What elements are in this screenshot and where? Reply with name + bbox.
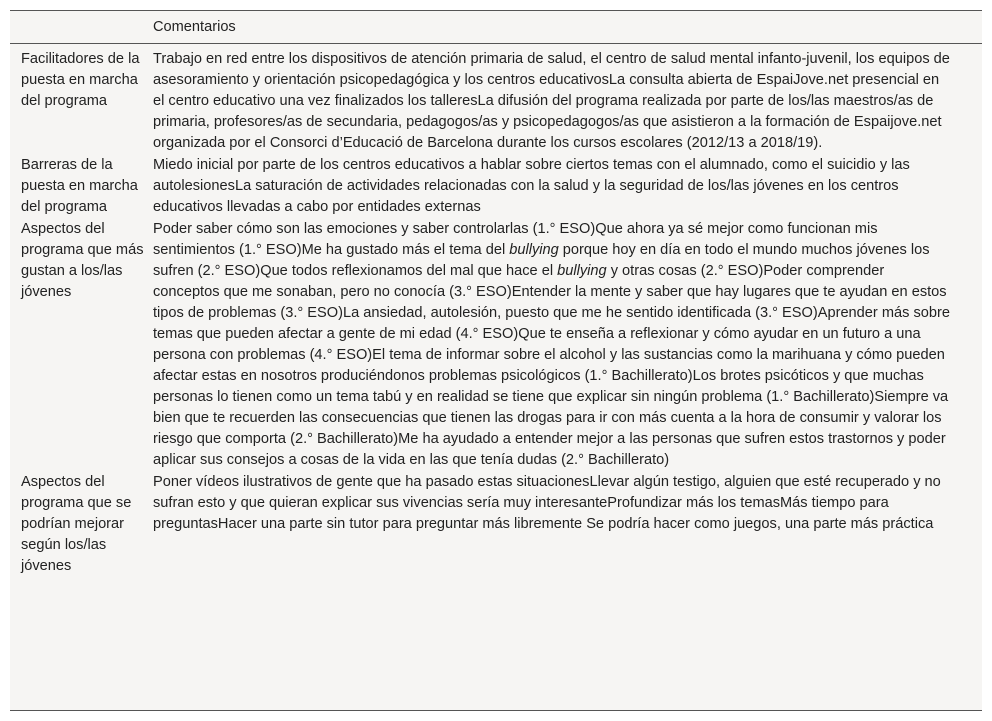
comment-italic-term: bullying	[557, 263, 607, 279]
row-comment-aspectos-mejorar: Poner vídeos ilustrativos de gente que ha pasado estas situacionesLlevar algún testigo, alguien que esté recuperado y no sufran esto y que quieran explicar sus vivencias sería muy interesanteProfundizar más los temasMás tiempo para preguntasHacer una parte sin tutor para preguntar más libremente Se podría hacer como juegos, una parte más práctica	[153, 474, 941, 532]
row-label-aspectos-mejorar: Aspectos del programa que se podrían mejorar según los/las jóvenes	[21, 474, 132, 574]
table-row	[10, 218, 982, 471]
header-comentarios: Comentarios	[153, 11, 982, 44]
table-row	[10, 154, 982, 218]
comment-text-segment: Poder saber cómo son las emociones y saber controlarlas (1.° ESO)Que ahora ya sé mejor como funcionan mis sentimientos (1.° ESO)Me ha gustado más el tema del	[153, 221, 878, 258]
row-label-facilitadores: Facilitadores de la puesta en marcha del programa	[21, 51, 140, 109]
comments-table	[10, 11, 982, 577]
row-comment-facilitadores: Trabajo en red entre los dispositivos de atención primaria de salud, el centro de salud mental infanto-juvenil, los equipos de asesoramiento y orientación psicopedagógica y los centros educativosLa consulta abierta de EspaiJove.net presencial en el centro educativo una vez finalizados los talleresLa difusión del programa realizada por parte de los/las maestros/as de primaria, profesores/as de secundaria, pedagogos/as y psicopedagogos/as que asistieron a la formación de Espaijove.net organizada por el Consorci d’Educació de Barcelona durante los cursos escolares (2012/13 a 2018/19).	[153, 51, 950, 151]
header-empty-cell	[10, 11, 153, 44]
comment-italic-term: bullying	[509, 242, 559, 258]
table-header-row	[10, 11, 982, 44]
comment-text-segment: porque hoy en día en todo el mundo muchos jóvenes los sufren (2.° ESO)Que todos reflexionamos del mal que hace el	[153, 242, 930, 279]
row-label-barreras: Barreras de la puesta en marcha del programa	[21, 157, 138, 215]
row-comment-aspectos-gustan	[153, 218, 982, 471]
comments-table-container	[10, 10, 982, 711]
table-row	[10, 471, 982, 577]
row-label-aspectos-gustan: Aspectos del programa que más gustan a los/las jóvenes	[21, 221, 144, 300]
table-row	[10, 44, 982, 155]
comment-text-segment: y otras cosas (2.° ESO)Poder comprender conceptos que me sonaban, pero no conocía (3.° ESO)Entender la mente y saber que hay lugares que te ayudan en estos tipos de problemas (3.° ESO)La ansiedad, autolesión, puesto que me he sentido identificada (3.° ESO)Aprender más sobre temas que pueden afectar a gente de mi edad (4.° ESO)Que te enseña a reflexionar y cómo ayudar en un futuro a una persona con problemas (4.° ESO)El tema de informar sobre el alcohol y las sustancias como la marihuana y cómo pueden afectar estas en nosotros produciéndonos problemas psicológicos (1.° Bachillerato)Los brotes psicóticos y que muchas personas lo tienen como un tema tabú y en realidad se tiene que explicar sin ningún problema (1.° Bachillerato)Siempre va bien que te recuerden las consecuencias que tienen las drogas para ir con más cuenta a la hora de consumir y valorar los riesgo que comporta (2.° Bachillerato)Me ha ayudado a entender mejor a las personas que sufren estos trastornos y poder aplicar sus consejos a cosas de la vida en las que tenía dudas (2.° Bachillerato)	[153, 263, 950, 468]
row-comment-barreras: Miedo inicial por parte de los centros educativos a hablar sobre ciertos temas con el alumnado, como el suicidio y las autolesionesLa saturación de actividades relacionadas con la salud y la seguridad de los/las jóvenes en los centros educativos llevadas a cabo por entidades externas	[153, 157, 910, 215]
